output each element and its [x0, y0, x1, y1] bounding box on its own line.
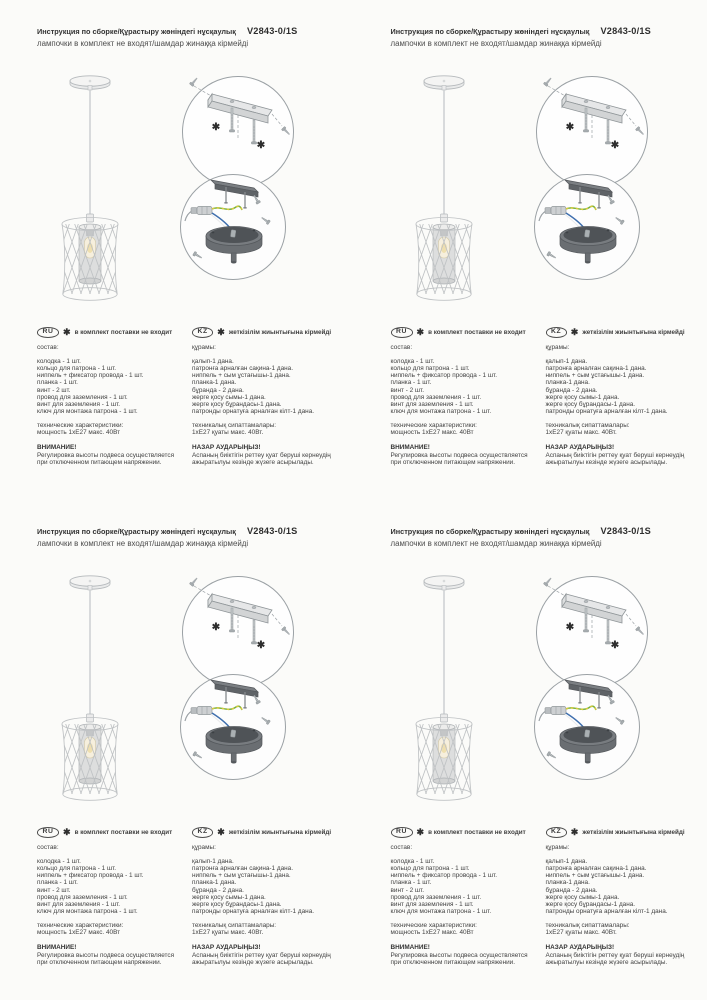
list-item: бұранда - 2 дана.	[545, 886, 598, 894]
kz-tech-value: 1хЕ27 қуаты макс. 40Вт.	[192, 929, 264, 937]
ru-warning-text: при отключенном питающем напряжении.	[37, 459, 162, 467]
list-item: винт для заземления - 1 шт.	[37, 900, 121, 908]
not-included-asterisk: ✱	[565, 622, 574, 633]
kz-asterisk-note: жеткізілім жиынтығына кірмейді	[228, 329, 332, 337]
ru-language-badge: RU	[37, 827, 59, 838]
ru-asterisk-note: в комплект поставки не входит	[74, 829, 173, 837]
list-item: қалып-1 дана.	[545, 357, 588, 365]
ceiling-canopy	[70, 576, 110, 590]
legend-kz	[192, 327, 331, 338]
asterisk-icon: ✱	[416, 827, 425, 838]
kz-list-title: құрамы:	[192, 344, 216, 351]
kz-parts-column	[192, 844, 352, 966]
list-item: винт - 2 шт.	[37, 386, 71, 394]
instruction-subtitle: лампочки в комплект не входят/шамдар жинаққа кірмейді	[37, 38, 249, 48]
pendant-lamp-drawing	[52, 572, 128, 806]
list-item: ниппель + фиксатор провода - 1 шт.	[390, 372, 497, 380]
ru-tech-value: мощность 1хЕ27 макс. 40Вт	[37, 929, 121, 937]
kz-warning-title: НАЗАР АУДАРЫҢЫЗ!	[545, 943, 615, 951]
list-item: кольцо для патрона - 1 шт.	[390, 364, 470, 372]
list-item: қалып-1 дана.	[192, 357, 234, 365]
panel-header	[37, 526, 342, 548]
kz-warning	[192, 944, 352, 967]
ceiling-canopy	[424, 76, 464, 90]
not-included-asterisk: ✱	[565, 122, 574, 133]
list-item: патронды орнатуға арналған кілт-1 дана.	[545, 408, 668, 416]
list-item: колодка - 1 шт.	[390, 857, 435, 865]
ru-tech-title: технические характеристики:	[37, 421, 124, 429]
ru-tech-specs	[37, 422, 189, 436]
ru-warning-title: ВНИМАНИЕ!	[37, 443, 77, 451]
list-item: провод для заземления - 1 шт.	[37, 893, 128, 901]
asterisk-icon: ✱	[570, 327, 579, 338]
kz-parts-list	[546, 858, 706, 916]
light-bulb	[85, 237, 96, 258]
list-item: планка-1 дана.	[192, 379, 237, 387]
not-included-asterisk: ✱	[256, 140, 266, 151]
ru-tech-specs	[391, 422, 543, 436]
list-item: кольцо для патрона - 1 шт.	[390, 864, 470, 872]
list-item: колодка - 1 шт.	[37, 357, 81, 365]
ru-tech-specs	[37, 922, 189, 936]
list-item: винт - 2 шт.	[37, 886, 71, 894]
list-item: бұранда - 2 дана.	[192, 386, 244, 394]
kz-asterisk-note: жеткізілім жиынтығына кірмейді	[228, 829, 332, 837]
list-item: провод для заземления - 1 шт.	[37, 393, 128, 401]
light-bulb	[438, 237, 449, 258]
list-item: патронға арналған сақина-1 дана.	[545, 364, 647, 372]
ru-parts-column	[37, 344, 189, 466]
list-item: жерге қосу сымы-1 дана.	[192, 893, 266, 901]
list-item: кольцо для патрона - 1 шт.	[37, 864, 117, 872]
kz-tech-value: 1хЕ27 қуаты макс. 40Вт.	[545, 929, 617, 937]
kz-warning-text: Аспаның биіктігін реттеу қуат беруші кернеудің	[192, 451, 331, 459]
asterisk-icon: ✱	[217, 827, 225, 838]
ru-tech-title: технические характеристики:	[390, 921, 477, 929]
ru-language-badge: RU	[391, 327, 413, 338]
light-bulb	[85, 737, 96, 758]
kz-tech-title: техникалық сипаттамалары:	[545, 921, 630, 929]
panel-header	[391, 26, 696, 48]
list-item: ключ для монтажа патрона - 1 шт.	[390, 908, 492, 916]
kz-warning-text: ажыратылуы кезінде жүзеге асырылады.	[192, 459, 314, 467]
ru-warning-title: ВНИМАНИЕ!	[390, 943, 430, 951]
list-item: патронды орнатуға арналған кілт-1 дана.	[545, 908, 668, 916]
list-item: ниппель + сым ұстағышы-1 дана.	[545, 872, 645, 880]
list-item: жерге қосу бұрандасы-1 дана.	[545, 900, 636, 908]
kz-list-title: құрамы:	[545, 844, 570, 851]
kz-warning-text: ажыратылуы кезінде жүзеге асырылады.	[545, 959, 668, 967]
legend-kz	[546, 327, 685, 338]
instruction-panel	[0, 500, 354, 1000]
kz-warning-title: НАЗАР АУДАРЫҢЫЗ!	[192, 943, 261, 951]
ru-warning-text: при отключенном питающем напряжении.	[390, 959, 516, 967]
not-included-asterisk: ✱	[256, 640, 266, 651]
instruction-title: Инструкция по сборке/Құрастыру жөніндегі нұсқаулық	[390, 527, 590, 536]
ru-warning	[391, 944, 543, 967]
ru-warning	[37, 444, 189, 467]
canopy-wiring-diagram	[178, 672, 288, 782]
list-item: планка-1 дана.	[545, 879, 590, 887]
list-item: провод для заземления - 1 шт.	[390, 393, 482, 401]
ru-language-badge: RU	[391, 827, 413, 838]
cord-nipple	[440, 214, 447, 222]
list-item: жерге қосу сымы-1 дана.	[192, 393, 266, 401]
cord-nipple	[87, 214, 94, 222]
ru-list-title: состав:	[390, 344, 413, 351]
instruction-panel	[354, 500, 707, 1000]
kz-tech-title: техникалық сипаттамалары:	[192, 421, 277, 429]
list-item: винт - 2 шт.	[390, 386, 425, 394]
canopy-wiring-diagram	[532, 672, 642, 782]
legend-ru	[37, 827, 172, 838]
list-item: ключ для монтажа патрона - 1 шт.	[390, 408, 492, 416]
kz-language-badge: KZ	[546, 327, 567, 338]
asterisk-icon: ✱	[63, 827, 71, 838]
kz-tech-title: техникалық сипаттамалары:	[192, 921, 277, 929]
list-item: ниппель + сым ұстағышы-1 дана.	[192, 372, 291, 380]
kz-language-badge: KZ	[546, 827, 567, 838]
list-item: патронға арналған сақина-1 дана.	[192, 364, 294, 372]
pendant-lamp-drawing	[406, 72, 482, 306]
instruction-panel	[0, 0, 354, 500]
list-item: ниппель + фиксатор провода - 1 шт.	[37, 872, 144, 880]
list-item: бұранда - 2 дана.	[545, 386, 598, 394]
legend-kz	[546, 827, 685, 838]
kz-language-badge: KZ	[192, 327, 213, 338]
ceiling-screw	[189, 77, 198, 87]
list-item: ключ для монтажа патрона - 1 шт.	[37, 408, 138, 416]
ru-tech-value: мощность 1хЕ27 макс. 40Вт	[390, 429, 474, 437]
ru-list-title: состав:	[37, 844, 59, 851]
kz-parts-list	[192, 358, 352, 416]
list-item: колодка - 1 шт.	[37, 857, 81, 865]
kz-tech-value: 1хЕ27 қуаты макс. 40Вт.	[545, 429, 617, 437]
ru-parts-list	[37, 358, 189, 416]
legend-ru	[37, 327, 172, 338]
list-item: ниппель + фиксатор провода - 1 шт.	[390, 872, 497, 880]
pendant-lamp-drawing	[52, 72, 128, 306]
list-item: қалып-1 дана.	[192, 857, 234, 865]
cord-grip	[584, 730, 589, 738]
instruction-title: Инструкция по сборке/Құрастыру жөніндегі нұсқаулық	[37, 27, 236, 36]
list-item: патронға арналған сақина-1 дана.	[192, 864, 294, 872]
legend-kz	[192, 827, 331, 838]
ru-parts-list	[37, 858, 189, 916]
kz-parts-column	[546, 844, 706, 966]
canopy-wiring-diagram	[178, 172, 288, 282]
list-item: патронды орнатуға арналған кілт-1 дана.	[192, 408, 315, 416]
list-item: планка - 1 шт.	[37, 879, 78, 887]
panel-header	[391, 526, 696, 548]
list-item: винт для заземления - 1 шт.	[390, 900, 474, 908]
list-item: колодка - 1 шт.	[390, 357, 435, 365]
ru-warning-text: Регулировка высоты подвеса осуществляется	[390, 451, 528, 459]
asterisk-icon: ✱	[217, 327, 225, 338]
ceiling-screw	[543, 77, 552, 87]
list-item: жерге қосу бұрандасы-1 дана.	[192, 400, 282, 408]
cord-nipple	[440, 714, 447, 722]
ru-parts-column	[391, 344, 543, 466]
list-item: планка - 1 шт.	[390, 879, 432, 887]
kz-parts-list	[192, 858, 352, 916]
kz-parts-column	[192, 344, 352, 466]
ru-tech-title: технические характеристики:	[390, 421, 477, 429]
kz-warning	[192, 444, 352, 467]
asterisk-icon: ✱	[63, 327, 71, 338]
kz-warning-text: ажыратылуы кезінде жүзеге асырылады.	[192, 959, 314, 967]
canopy-wiring-diagram	[532, 172, 642, 282]
kz-tech-specs	[546, 922, 706, 936]
model-number: V2843-0/1S	[600, 26, 651, 36]
ru-asterisk-note: в комплект поставки не входит	[428, 829, 526, 837]
kz-list-title: құрамы:	[192, 844, 216, 851]
list-item: жерге қосу бұрандасы-1 дана.	[545, 400, 636, 408]
model-number: V2843-0/1S	[600, 526, 651, 536]
ru-warning-title: ВНИМАНИЕ!	[390, 443, 430, 451]
kz-tech-specs	[546, 422, 706, 436]
list-item: планка-1 дана.	[192, 879, 237, 887]
kz-asterisk-note: жеткізілім жиынтығына кірмейді	[582, 829, 685, 837]
kz-tech-title: техникалық сипаттамалары:	[545, 421, 630, 429]
list-item: винт для заземления - 1 шт.	[390, 400, 474, 408]
list-item: планка - 1 шт.	[390, 379, 432, 387]
list-item: ниппель + сым ұстағышы-1 дана.	[545, 372, 645, 380]
list-item: ниппель + фиксатор провода - 1 шт.	[37, 372, 144, 380]
ru-language-badge: RU	[37, 327, 59, 338]
ru-parts-list	[391, 358, 543, 416]
not-included-asterisk: ✱	[610, 140, 619, 151]
cord-grip	[230, 730, 235, 738]
ru-parts-list	[391, 858, 543, 916]
list-item: патронды орнатуға арналған кілт-1 дана.	[192, 908, 315, 916]
not-included-asterisk: ✱	[211, 122, 221, 133]
kz-warning-text: Аспаның биіктігін реттеу қуат беруші кернеудің	[545, 951, 685, 959]
ru-warning	[37, 944, 189, 967]
list-item: провод для заземления - 1 шт.	[390, 893, 482, 901]
ru-warning-text: Регулировка высоты подвеса осуществляется	[37, 451, 175, 459]
kz-warning-title: НАЗАР АУДАРЫҢЫЗ!	[545, 443, 615, 451]
kz-warning-text: Аспаның биіктігін реттеу қуат беруші кернеудің	[192, 951, 331, 959]
kz-warning	[546, 944, 706, 967]
instruction-subtitle: лампочки в комплект не входят/шамдар жинаққа кірмейді	[390, 38, 602, 48]
ru-warning-text: при отключенном питающем напряжении.	[37, 959, 162, 967]
list-item: ниппель + сым ұстағышы-1 дана.	[192, 872, 291, 880]
ru-tech-title: технические характеристики:	[37, 921, 124, 929]
instruction-title: Инструкция по сборке/Құрастыру жөніндегі нұсқаулық	[390, 27, 590, 36]
kz-parts-column	[546, 344, 706, 466]
list-item: патронға арналған сақина-1 дана.	[545, 864, 647, 872]
list-item: кольцо для патрона - 1 шт.	[37, 364, 117, 372]
kz-warning-title: НАЗАР АУДАРЫҢЫЗ!	[192, 443, 261, 451]
cord-nipple	[87, 714, 94, 722]
list-item: бұранда - 2 дана.	[192, 886, 244, 894]
ru-tech-value: мощность 1хЕ27 макс. 40Вт	[37, 429, 121, 437]
legend-ru	[391, 827, 526, 838]
not-included-asterisk: ✱	[211, 622, 221, 633]
ru-warning-text: Регулировка высоты подвеса осуществляется	[390, 951, 528, 959]
kz-tech-specs	[192, 422, 352, 436]
ru-warning-text: Регулировка высоты подвеса осуществляется	[37, 951, 175, 959]
instruction-title: Инструкция по сборке/Құрастыру жөніндегі нұсқаулық	[37, 527, 236, 536]
kz-warning-text: ажыратылуы кезінде жүзеге асырылады.	[545, 459, 668, 467]
kz-parts-list	[546, 358, 706, 416]
ru-asterisk-note: в комплект поставки не входит	[74, 329, 173, 337]
asterisk-icon: ✱	[570, 827, 579, 838]
instruction-subtitle: лампочки в комплект не входят/шамдар жинаққа кірмейді	[37, 538, 249, 548]
ru-parts-column	[37, 844, 189, 966]
kz-tech-value: 1хЕ27 қуаты макс. 40Вт.	[192, 429, 264, 437]
model-number: V2843-0/1S	[246, 26, 298, 36]
kz-language-badge: KZ	[192, 827, 213, 838]
list-item: планка-1 дана.	[545, 379, 590, 387]
ru-warning-text: при отключенном питающем напряжении.	[390, 459, 516, 467]
ru-list-title: состав:	[37, 344, 59, 351]
ru-parts-column	[391, 844, 543, 966]
ru-tech-specs	[391, 922, 543, 936]
list-item: жерге қосу сымы-1 дана.	[545, 893, 620, 901]
ru-warning-title: ВНИМАНИЕ!	[37, 943, 77, 951]
ru-list-title: состав:	[390, 844, 413, 851]
instruction-panel	[354, 0, 707, 500]
pendant-lamp-drawing	[406, 572, 482, 806]
instruction-subtitle: лампочки в комплект не входят/шамдар жинаққа кірмейді	[390, 538, 602, 548]
kz-warning-text: Аспаның биіктігін реттеу қуат беруші кернеудің	[545, 451, 685, 459]
kz-asterisk-note: жеткізілім жиынтығына кірмейді	[582, 329, 685, 337]
list-item: планка - 1 шт.	[37, 379, 78, 387]
ru-warning	[391, 444, 543, 467]
ru-asterisk-note: в комплект поставки не входит	[428, 329, 526, 337]
list-item: қалып-1 дана.	[545, 857, 588, 865]
legend-ru	[391, 327, 526, 338]
list-item: винт для заземления - 1 шт.	[37, 400, 121, 408]
kz-tech-specs	[192, 922, 352, 936]
light-bulb	[438, 737, 449, 758]
asterisk-icon: ✱	[416, 327, 425, 338]
not-included-asterisk: ✱	[610, 640, 619, 651]
ceiling-canopy	[424, 576, 464, 590]
ceiling-screw	[543, 577, 552, 587]
kz-list-title: құрамы:	[545, 344, 570, 351]
model-number: V2843-0/1S	[246, 526, 298, 536]
ceiling-canopy	[70, 76, 110, 90]
list-item: жерге қосу бұрандасы-1 дана.	[192, 900, 282, 908]
cord-grip	[230, 230, 235, 238]
cord-grip	[584, 230, 589, 238]
ceiling-screw	[189, 577, 198, 587]
panel-header	[37, 26, 342, 48]
kz-warning	[546, 444, 706, 467]
list-item: ключ для монтажа патрона - 1 шт.	[37, 908, 138, 916]
list-item: винт - 2 шт.	[390, 886, 425, 894]
list-item: жерге қосу сымы-1 дана.	[545, 393, 620, 401]
ru-tech-value: мощность 1хЕ27 макс. 40Вт	[390, 929, 474, 937]
